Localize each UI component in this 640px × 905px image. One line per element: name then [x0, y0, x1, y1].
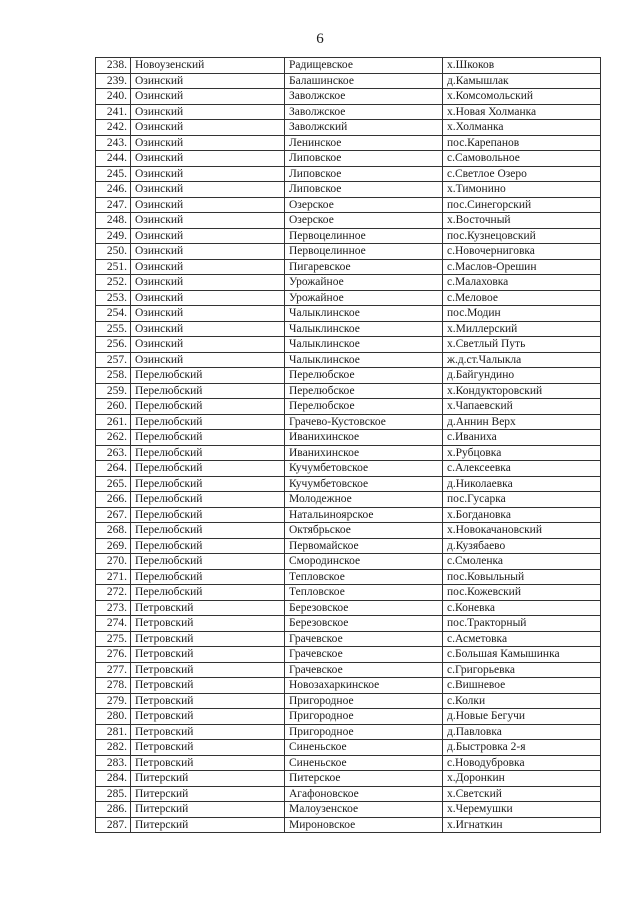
- row-number-cell: 257.: [96, 352, 131, 368]
- municipality-cell: Синеньское: [285, 740, 443, 756]
- municipality-cell: Тепловское: [285, 585, 443, 601]
- row-number-cell: 271.: [96, 569, 131, 585]
- municipality-cell: Новозахаркинское: [285, 678, 443, 694]
- settlement-cell: с.Асметовка: [443, 631, 601, 647]
- municipality-cell: Тепловское: [285, 569, 443, 585]
- table-row: [96, 151, 601, 167]
- table-row: [96, 321, 601, 337]
- municipality-cell: Липовское: [285, 151, 443, 167]
- table-row: [96, 166, 601, 182]
- settlement-cell: с.Алексеевка: [443, 461, 601, 477]
- table-row: [96, 368, 601, 384]
- table-row: [96, 786, 601, 802]
- table-row: [96, 817, 601, 833]
- municipality-cell: Урожайное: [285, 275, 443, 291]
- row-number-cell: 286.: [96, 802, 131, 818]
- settlement-cell: с.Светлое Озеро: [443, 166, 601, 182]
- table-row: [96, 213, 601, 229]
- municipality-cell: Натальиноярское: [285, 507, 443, 523]
- table-row: [96, 306, 601, 322]
- row-number-cell: 240.: [96, 89, 131, 105]
- settlement-cell: с.Новодубровка: [443, 755, 601, 771]
- settlement-cell: д.Николаевка: [443, 476, 601, 492]
- settlement-cell: с.Малаховка: [443, 275, 601, 291]
- district-cell: Озинский: [131, 213, 285, 229]
- settlement-cell: д.Павловка: [443, 724, 601, 740]
- district-cell: Озинский: [131, 166, 285, 182]
- municipality-cell: Пригородное: [285, 693, 443, 709]
- municipality-cell: Первоцелинное: [285, 228, 443, 244]
- table-row: [96, 414, 601, 430]
- municipality-cell: Заволжское: [285, 104, 443, 120]
- settlement-cell: х.Новокачановский: [443, 523, 601, 539]
- row-number-cell: 239.: [96, 73, 131, 89]
- municipality-cell: Синеньское: [285, 755, 443, 771]
- settlement-cell: х.Холманка: [443, 120, 601, 136]
- table-row: [96, 678, 601, 694]
- municipality-cell: Озерское: [285, 213, 443, 229]
- settlement-cell: д.Камышлак: [443, 73, 601, 89]
- table-row: [96, 616, 601, 632]
- table-row: [96, 244, 601, 260]
- table-row: [96, 58, 601, 74]
- municipality-cell: Березовское: [285, 600, 443, 616]
- district-cell: Перелюбский: [131, 554, 285, 570]
- settlement-cell: д.Быстровка 2-я: [443, 740, 601, 756]
- district-cell: Перелюбский: [131, 585, 285, 601]
- row-number-cell: 253.: [96, 290, 131, 306]
- settlement-cell: х.Игнаткин: [443, 817, 601, 833]
- municipality-cell: Агафоновское: [285, 786, 443, 802]
- row-number-cell: 274.: [96, 616, 131, 632]
- table-row: [96, 492, 601, 508]
- table-row: [96, 89, 601, 105]
- settlement-cell: х.Чапаевский: [443, 399, 601, 415]
- row-number-cell: 279.: [96, 693, 131, 709]
- municipality-cell: Перелюбское: [285, 368, 443, 384]
- table-row: [96, 399, 601, 415]
- district-cell: Питерский: [131, 771, 285, 787]
- municipality-cell: Грачевское: [285, 662, 443, 678]
- table-row: [96, 476, 601, 492]
- row-number-cell: 255.: [96, 321, 131, 337]
- municipality-cell: Пригородное: [285, 709, 443, 725]
- municipality-cell: Пигаревское: [285, 259, 443, 275]
- district-cell: Озинский: [131, 151, 285, 167]
- settlement-cell: х.Комсомольский: [443, 89, 601, 105]
- row-number-cell: 273.: [96, 600, 131, 616]
- district-cell: Озинский: [131, 244, 285, 260]
- row-number-cell: 247.: [96, 197, 131, 213]
- row-number-cell: 268.: [96, 523, 131, 539]
- district-cell: Перелюбский: [131, 569, 285, 585]
- district-cell: Озинский: [131, 182, 285, 198]
- district-cell: Петровский: [131, 693, 285, 709]
- district-cell: Петровский: [131, 631, 285, 647]
- district-cell: Озинский: [131, 259, 285, 275]
- row-number-cell: 250.: [96, 244, 131, 260]
- municipality-cell: Грачевское: [285, 631, 443, 647]
- settlement-cell: с.Смоленка: [443, 554, 601, 570]
- row-number-cell: 244.: [96, 151, 131, 167]
- district-cell: Озинский: [131, 352, 285, 368]
- district-cell: Озинский: [131, 228, 285, 244]
- settlement-cell: ж.д.ст.Чалыкла: [443, 352, 601, 368]
- row-number-cell: 269.: [96, 538, 131, 554]
- table-row: [96, 352, 601, 368]
- row-number-cell: 272.: [96, 585, 131, 601]
- table-row: [96, 104, 601, 120]
- district-cell: Озинский: [131, 120, 285, 136]
- settlement-cell: с.Большая Камышинка: [443, 647, 601, 663]
- row-number-cell: 262.: [96, 430, 131, 446]
- table-row: [96, 135, 601, 151]
- settlement-cell: с.Колки: [443, 693, 601, 709]
- table-row: [96, 507, 601, 523]
- municipality-cell: Октябрьское: [285, 523, 443, 539]
- row-number-cell: 278.: [96, 678, 131, 694]
- settlement-cell: х.Шкоков: [443, 58, 601, 74]
- district-cell: Перелюбский: [131, 538, 285, 554]
- municipality-cell: Малоузенское: [285, 802, 443, 818]
- table-row: [96, 771, 601, 787]
- row-number-cell: 264.: [96, 461, 131, 477]
- row-number-cell: 246.: [96, 182, 131, 198]
- district-cell: Питерский: [131, 786, 285, 802]
- municipality-cell: Молодежное: [285, 492, 443, 508]
- municipality-cell: Грачевское: [285, 647, 443, 663]
- municipality-cell: Березовское: [285, 616, 443, 632]
- table-row: [96, 600, 601, 616]
- district-cell: Петровский: [131, 616, 285, 632]
- row-number-cell: 261.: [96, 414, 131, 430]
- row-number-cell: 280.: [96, 709, 131, 725]
- table-row: [96, 631, 601, 647]
- settlement-cell: с.Коневка: [443, 600, 601, 616]
- district-cell: Перелюбский: [131, 523, 285, 539]
- district-cell: Перелюбский: [131, 476, 285, 492]
- settlement-cell: х.Светский: [443, 786, 601, 802]
- table-row: [96, 197, 601, 213]
- table-row: [96, 182, 601, 198]
- settlement-cell: х.Черемушки: [443, 802, 601, 818]
- settlement-cell: пос.Модин: [443, 306, 601, 322]
- district-cell: Петровский: [131, 600, 285, 616]
- row-number-cell: 258.: [96, 368, 131, 384]
- settlement-cell: х.Восточный: [443, 213, 601, 229]
- district-cell: Петровский: [131, 678, 285, 694]
- municipality-cell: Липовское: [285, 182, 443, 198]
- municipality-cell: Липовское: [285, 166, 443, 182]
- settlement-cell: х.Миллерский: [443, 321, 601, 337]
- row-number-cell: 263.: [96, 445, 131, 461]
- table-row: [96, 662, 601, 678]
- district-cell: Петровский: [131, 724, 285, 740]
- municipality-cell: Балашинское: [285, 73, 443, 89]
- settlement-cell: д.Байгундино: [443, 368, 601, 384]
- table-row: [96, 275, 601, 291]
- settlement-cell: д.Кузябаево: [443, 538, 601, 554]
- settlements-table-body: [96, 58, 601, 833]
- table-row: [96, 693, 601, 709]
- table-row: [96, 228, 601, 244]
- district-cell: Перелюбский: [131, 399, 285, 415]
- municipality-cell: Грачево-Кустовское: [285, 414, 443, 430]
- table-row: [96, 337, 601, 353]
- row-number-cell: 285.: [96, 786, 131, 802]
- municipality-cell: Первомайское: [285, 538, 443, 554]
- table-row: [96, 554, 601, 570]
- table-row: [96, 724, 601, 740]
- table-row: [96, 585, 601, 601]
- row-number-cell: 266.: [96, 492, 131, 508]
- municipality-cell: Урожайное: [285, 290, 443, 306]
- municipality-cell: Питерское: [285, 771, 443, 787]
- municipality-cell: Иванихинское: [285, 445, 443, 461]
- page-number: 6: [316, 31, 324, 47]
- table-row: [96, 430, 601, 446]
- district-cell: Перелюбский: [131, 368, 285, 384]
- district-cell: Озинский: [131, 197, 285, 213]
- row-number-cell: 245.: [96, 166, 131, 182]
- district-cell: Перелюбский: [131, 492, 285, 508]
- settlement-cell: пос.Тракторный: [443, 616, 601, 632]
- municipality-cell: Кучумбетовское: [285, 476, 443, 492]
- district-cell: Перелюбский: [131, 414, 285, 430]
- settlement-cell: х.Богдановка: [443, 507, 601, 523]
- district-cell: Озинский: [131, 290, 285, 306]
- row-number-cell: 242.: [96, 120, 131, 136]
- district-cell: Перелюбский: [131, 430, 285, 446]
- municipality-cell: Пригородное: [285, 724, 443, 740]
- row-number-cell: 277.: [96, 662, 131, 678]
- municipality-cell: Первоцелинное: [285, 244, 443, 260]
- district-cell: Петровский: [131, 740, 285, 756]
- settlement-cell: с.Меловое: [443, 290, 601, 306]
- table-row: [96, 290, 601, 306]
- district-cell: Озинский: [131, 135, 285, 151]
- municipality-cell: Чалыклинское: [285, 306, 443, 322]
- municipality-cell: Чалыклинское: [285, 337, 443, 353]
- row-number-cell: 284.: [96, 771, 131, 787]
- settlement-cell: х.Тимонино: [443, 182, 601, 198]
- row-number-cell: 260.: [96, 399, 131, 415]
- table-row: [96, 73, 601, 89]
- settlement-cell: пос.Синегорский: [443, 197, 601, 213]
- row-number-cell: 241.: [96, 104, 131, 120]
- municipality-cell: Заволжский: [285, 120, 443, 136]
- settlement-cell: х.Кондукторовский: [443, 383, 601, 399]
- municipality-cell: Радищевское: [285, 58, 443, 74]
- district-cell: Озинский: [131, 275, 285, 291]
- row-number-cell: 251.: [96, 259, 131, 275]
- municipality-cell: Перелюбское: [285, 399, 443, 415]
- district-cell: Озинский: [131, 104, 285, 120]
- settlement-cell: с.Григорьевка: [443, 662, 601, 678]
- row-number-cell: 243.: [96, 135, 131, 151]
- district-cell: Питерский: [131, 817, 285, 833]
- district-cell: Перелюбский: [131, 507, 285, 523]
- municipality-cell: Мироновское: [285, 817, 443, 833]
- settlement-cell: с.Самовольное: [443, 151, 601, 167]
- municipality-cell: Смородинское: [285, 554, 443, 570]
- row-number-cell: 259.: [96, 383, 131, 399]
- table-row: [96, 802, 601, 818]
- table-row: [96, 755, 601, 771]
- district-cell: Новоузенский: [131, 58, 285, 74]
- district-cell: Перелюбский: [131, 461, 285, 477]
- settlement-cell: с.Новочерниговка: [443, 244, 601, 260]
- row-number-cell: 276.: [96, 647, 131, 663]
- district-cell: Петровский: [131, 662, 285, 678]
- district-cell: Перелюбский: [131, 383, 285, 399]
- row-number-cell: 287.: [96, 817, 131, 833]
- settlement-cell: с.Маслов-Орешин: [443, 259, 601, 275]
- table-row: [96, 383, 601, 399]
- settlement-cell: пос.Гусарка: [443, 492, 601, 508]
- row-number-cell: 252.: [96, 275, 131, 291]
- settlement-cell: х.Рубцовка: [443, 445, 601, 461]
- row-number-cell: 267.: [96, 507, 131, 523]
- table-row: [96, 740, 601, 756]
- table-row: [96, 538, 601, 554]
- settlement-cell: с.Вишневое: [443, 678, 601, 694]
- table-row: [96, 445, 601, 461]
- settlement-cell: х.Доронкин: [443, 771, 601, 787]
- table-row: [96, 569, 601, 585]
- settlement-cell: пос.Кузнецовский: [443, 228, 601, 244]
- district-cell: Озинский: [131, 89, 285, 105]
- district-cell: Озинский: [131, 73, 285, 89]
- settlement-cell: пос.Карепанов: [443, 135, 601, 151]
- settlement-cell: д.Аннин Верх: [443, 414, 601, 430]
- municipality-cell: Озерское: [285, 197, 443, 213]
- table-row: [96, 120, 601, 136]
- table-row: [96, 259, 601, 275]
- row-number-cell: 275.: [96, 631, 131, 647]
- district-cell: Озинский: [131, 337, 285, 353]
- row-number-cell: 238.: [96, 58, 131, 74]
- row-number-cell: 270.: [96, 554, 131, 570]
- settlements-table: [95, 57, 601, 833]
- district-cell: Озинский: [131, 306, 285, 322]
- municipality-cell: Чалыклинское: [285, 321, 443, 337]
- settlement-cell: пос.Кожевский: [443, 585, 601, 601]
- district-cell: Озинский: [131, 321, 285, 337]
- settlement-cell: с.Иваниха: [443, 430, 601, 446]
- municipality-cell: Ленинское: [285, 135, 443, 151]
- municipality-cell: Кучумбетовское: [285, 461, 443, 477]
- row-number-cell: 283.: [96, 755, 131, 771]
- district-cell: Петровский: [131, 709, 285, 725]
- row-number-cell: 282.: [96, 740, 131, 756]
- settlement-cell: х.Светлый Путь: [443, 337, 601, 353]
- municipality-cell: Чалыклинское: [285, 352, 443, 368]
- district-cell: Питерский: [131, 802, 285, 818]
- table-row: [96, 461, 601, 477]
- row-number-cell: 249.: [96, 228, 131, 244]
- settlement-cell: х.Новая Холманка: [443, 104, 601, 120]
- municipality-cell: Иванихинское: [285, 430, 443, 446]
- municipality-cell: Перелюбское: [285, 383, 443, 399]
- row-number-cell: 248.: [96, 213, 131, 229]
- table-row: [96, 523, 601, 539]
- district-cell: Петровский: [131, 755, 285, 771]
- row-number-cell: 281.: [96, 724, 131, 740]
- settlement-cell: пос.Ковыльный: [443, 569, 601, 585]
- row-number-cell: 254.: [96, 306, 131, 322]
- row-number-cell: 256.: [96, 337, 131, 353]
- table-row: [96, 709, 601, 725]
- table-row: [96, 647, 601, 663]
- district-cell: Петровский: [131, 647, 285, 663]
- district-cell: Перелюбский: [131, 445, 285, 461]
- settlement-cell: д.Новые Бегучи: [443, 709, 601, 725]
- row-number-cell: 265.: [96, 476, 131, 492]
- municipality-cell: Заволжское: [285, 89, 443, 105]
